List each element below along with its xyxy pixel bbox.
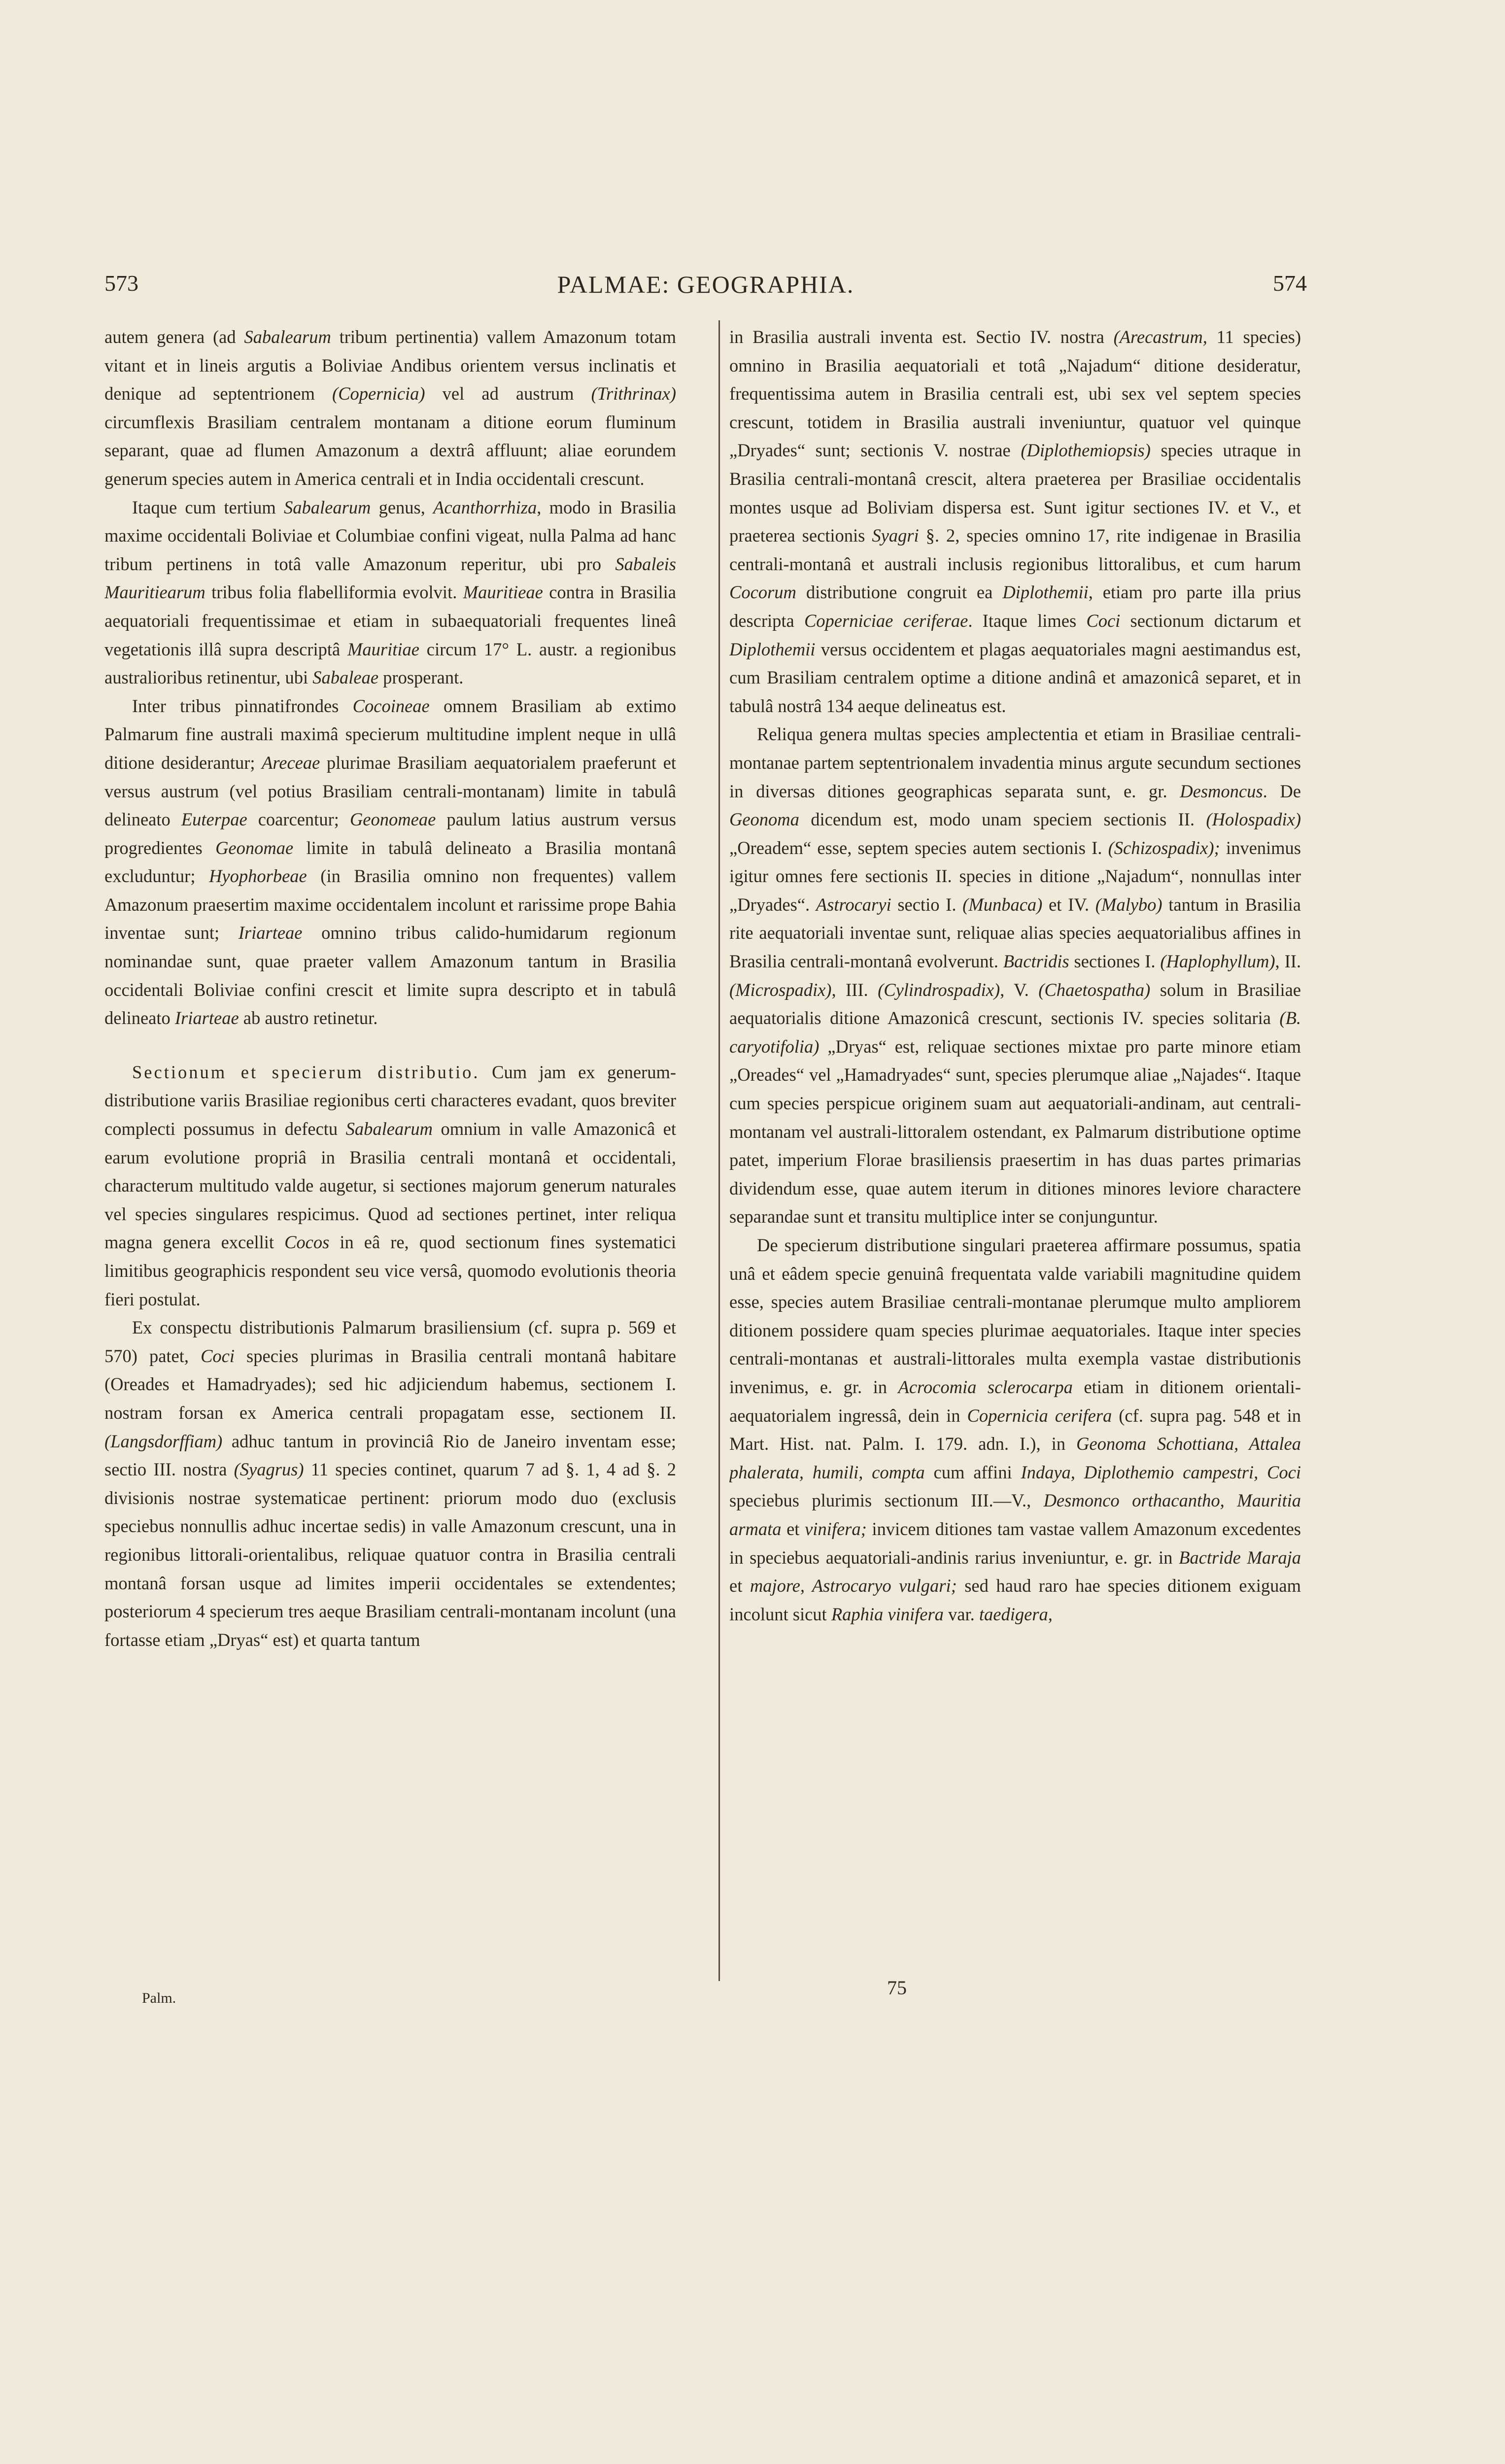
column-divider — [718, 320, 720, 1981]
right-text-column — [729, 323, 1301, 2289]
paragraph: Itaque cum tertium Sabalearum genus, Acanthorrhiza, modo in Brasilia maxime occidentali Boliviae et Columbiae confini vigeat, nulla Palma ad hanc tribum pertinens in totâ valle Amazonum reperitur, ubi pro Sabaleis Mauritiearum tribus folia flabelliformia evolvit. Mauritieae contra in Brasilia aequatoriali frequentissimae et etiam in subaequatoriali frequentes lineâ vegetationis illâ supra descriptâ Mauritiae circum 17° L. austr. a regionibus australioribus retinentur, ubi Sabaleae prosperant. — [104, 497, 676, 688]
paragraph: Inter tribus pinnatifrondes Cocoineae omnem Brasiliam ab extimo Palmarum fine australi maximâ specierum multitudine implent neque in ullâ ditione desiderantur; Areceae plurimae Brasiliam aequatorialem praeferunt et versus austrum (vel potius Brasiliam centrali-montanam) limite in tabulâ delineato Euterpae coarcentur; Geonomeae paulum latius austrum versus progredientes Geonomae limite in tabulâ delineato a Brasilia montanâ excluduntur; Hyophorbeae (in Brasilia omnino non frequentes) vallem Amazonum praesertim maxime occidentalem incolunt et rarissime prope Bahia inventae sunt; Iriarteae omnino tribus calido-humidarum regionum nominandae sunt, quae praeter vallem Amazonum tantum in Brasilia occidentali Boliviae confini crescit et limite supra descripto et in tabulâ delineato Iriarteae ab austro retinetur. — [104, 695, 676, 1028]
page-number-left: 573 — [104, 271, 138, 296]
paragraph: autem genera (ad Sabalearum tribum pertinentia) vallem Amazonum totam vitant et in lineis argutis a Boliviae Andibus orientem versus inclinatis et denique ad septentrionem (Copernicia) vel ad austrum (Trithrinax) circumflexis Brasiliam centralem montanam a ditione eorum fluminum separant, quae ad flumen Amazonum a dextrâ affluunt; aliae eorundem generum species autem in America centrali et in India occidentali crescunt. — [104, 327, 676, 489]
paragraph: Ex conspectu distributionis Palmarum brasiliensium (cf. supra p. 569 et 570) patet, Coci species plurimas in Brasilia centrali montanâ habitare (Oreades et Hamadryades); sed hic adjiciendum habemus, sectionem I. nostram forsan ex America centrali propagatam esse, sectionem II. (Langsdorffiam) adhuc tantum in provinciâ Rio de Janeiro inventam esse; sectio III. nostra (Syagrus) 11 species continet, quarum 7 ad §. 1, 4 ad §. 2 divisionis nostrae systematicae pertinent: priorum modo duo (exclusis speciebus nonnullis adhuc incertae sedis) in valle Amazonum crescunt, una in regionibus littorali-orientalibus, reliquae quatuor contra in Brasilia centrali montanâ forsan usque ad limites imperii occidentales se extendentes; posteriorum 4 specierum tres aeque Brasiliam centrali-montanam incolunt (una fortasse etiam „Dryas“ est) et quarta tantum — [104, 1317, 676, 1650]
running-header — [104, 270, 1307, 309]
signature-mark: Palm. — [142, 1990, 176, 2006]
paragraph: De specierum distributione singulari praeterea affirmare possumus, spatia unâ et eâdem specie genuinâ frequentata valde variabili magnitudine quidem esse, species autem Brasiliae centrali-montanae plerumque multo ampliorem ditionem possidere quam species plurimae aequatoriales. Itaque inter species centrali-montanas et australi-littorales multa exempla vastae distributionis invenimus, e. gr. in Acrocomia sclerocarpa etiam in ditionem orientali-aequatorialem ingressâ, dein in Copernicia cerifera (cf. supra pag. 548 et in Mart. Hist. nat. Palm. I. 179. adn. I.), in Geonoma Schottiana, Attalea phalerata, humili, compta cum affini Indaya, Diplothemio campestri, Coci speciebus plurimis sectionum III.—V., Desmonco orthacantho, Mauritia armata et vinifera; invicem ditiones tam vastae vallem Amazonum excedentes in speciebus aequatoriali-andinis rarius inveniuntur, e. gr. in Bactride Maraja et majore, Astrocaryo vulgari; sed haud raro hae species ditionem exiguam incolunt sicut Raphia vinifera var. taedigera, — [729, 1235, 1301, 1624]
folio-number: 75 — [887, 1977, 907, 1999]
left-text-column — [104, 323, 676, 2289]
running-title: PALMAE: GEOGRAPHIA. — [557, 271, 855, 298]
page-number-right: 574 — [1273, 271, 1307, 296]
paragraph: Sectionum et specierum distributio. Cum jam ex generum-distributione variis Brasiliae regionibus certi characteres evadant, quos breviter complecti possumus in defectu Sabalearum omnium in valle Amazonicâ et earum evolutione propriâ in Brasilia centrali montanâ et occidentali, characterum multitudo valde augetur, si sectiones majorum generum naturales vel species singulares respicimus. Quod ad sectiones pertinet, inter reliqua magna genera excellit Cocos in eâ re, quod sectionum fines systematici limitibus geographicis respondent seu vice versâ, quomodo evolutionis theoria fieri postulat. — [104, 1061, 676, 1309]
paragraph: in Brasilia australi inventa est. Sectio IV. nostra (Arecastrum, 11 species) omnino in Brasilia aequatoriali et totâ „Najadum“ ditione desideratur, frequentissima autem in Brasilia centrali est, ubi sex vel septem species crescunt, totidem in Brasilia australi inveniuntur, quatuor vel quinque „Dryades“ sunt; sectionis V. nostrae (Diplothemiopsis) species utraque in Brasilia centrali-montanâ crescit, altera praeterea per Brasiliae occidentalis montes usque ad Boliviam dispersa est. Sunt igitur sectiones IV. et V., et praeterea sectionis Syagri §. 2, species omnino 17, rite indigenae in Brasilia centrali-montanâ et australi inclusis regionibus littoralibus, et cum harum Cocorum distributione congruit ea Diplothemii, etiam pro parte illa prius descripta Coperniciae ceriferae. Itaque limes Coci sectionum dictarum et Diplothemii versus occidentem et plagas aequatoriales magni aestimandus est, cum Brasiliam centralem optime a ditione andinâ et amazonicâ separet, et in tabulâ nostrâ 134 aeque delineatus est. — [729, 327, 1301, 716]
paragraph: Reliqua genera multas species amplectentia et etiam in Brasiliae centrali-montanae partem septentrionalem invadentia minus argute secundum sectiones in diversas ditiones geographicas separata sunt, e. gr. Desmoncus. De Geonoma dicendum est, modo unam speciem sectionis II. (Holospadix) „Oreadem“ esse, septem species autem sectionis I. (Schizospadix); invenimus igitur omnes fere sectionis II. species in ditione „Najadum“, nonnullas inter „Dryades“. Astrocaryi sectio I. (Munbaca) et IV. (Malybo) tantum in Brasilia rite aequatoriali inventae sunt, reliquae alias species aequatorialibus affines in Brasilia centrali-montanâ evolverunt. Bactridis sectiones I. (Haplophyllum), II. (Microspadix), III. (Cylindrospadix), V. (Chaetospatha) solum in Brasiliae aequatorialis ditione Amazonicâ crescunt, sectionis IV. species solitaria (B. caryotifolia) „Dryas“ est, reliquae sectiones mixtae pro parte minore etiam „Oreades“ vel „Hamadryades“ sunt, species plerumque aliae „Najades“. Itaque cum species perspicue originem suam aut aequatoriali-andinam, aut centrali-montanam vel australi-littoralem ostendant, ex Palmarum distributione optime patet, imperium Florae brasiliensis praesertim in has duas partes primarias dividendum esse, quae autem iterum in ditiones minores leviore charactere separandae sunt et transitu multiplice inter se conjunguntur. — [729, 724, 1301, 1227]
